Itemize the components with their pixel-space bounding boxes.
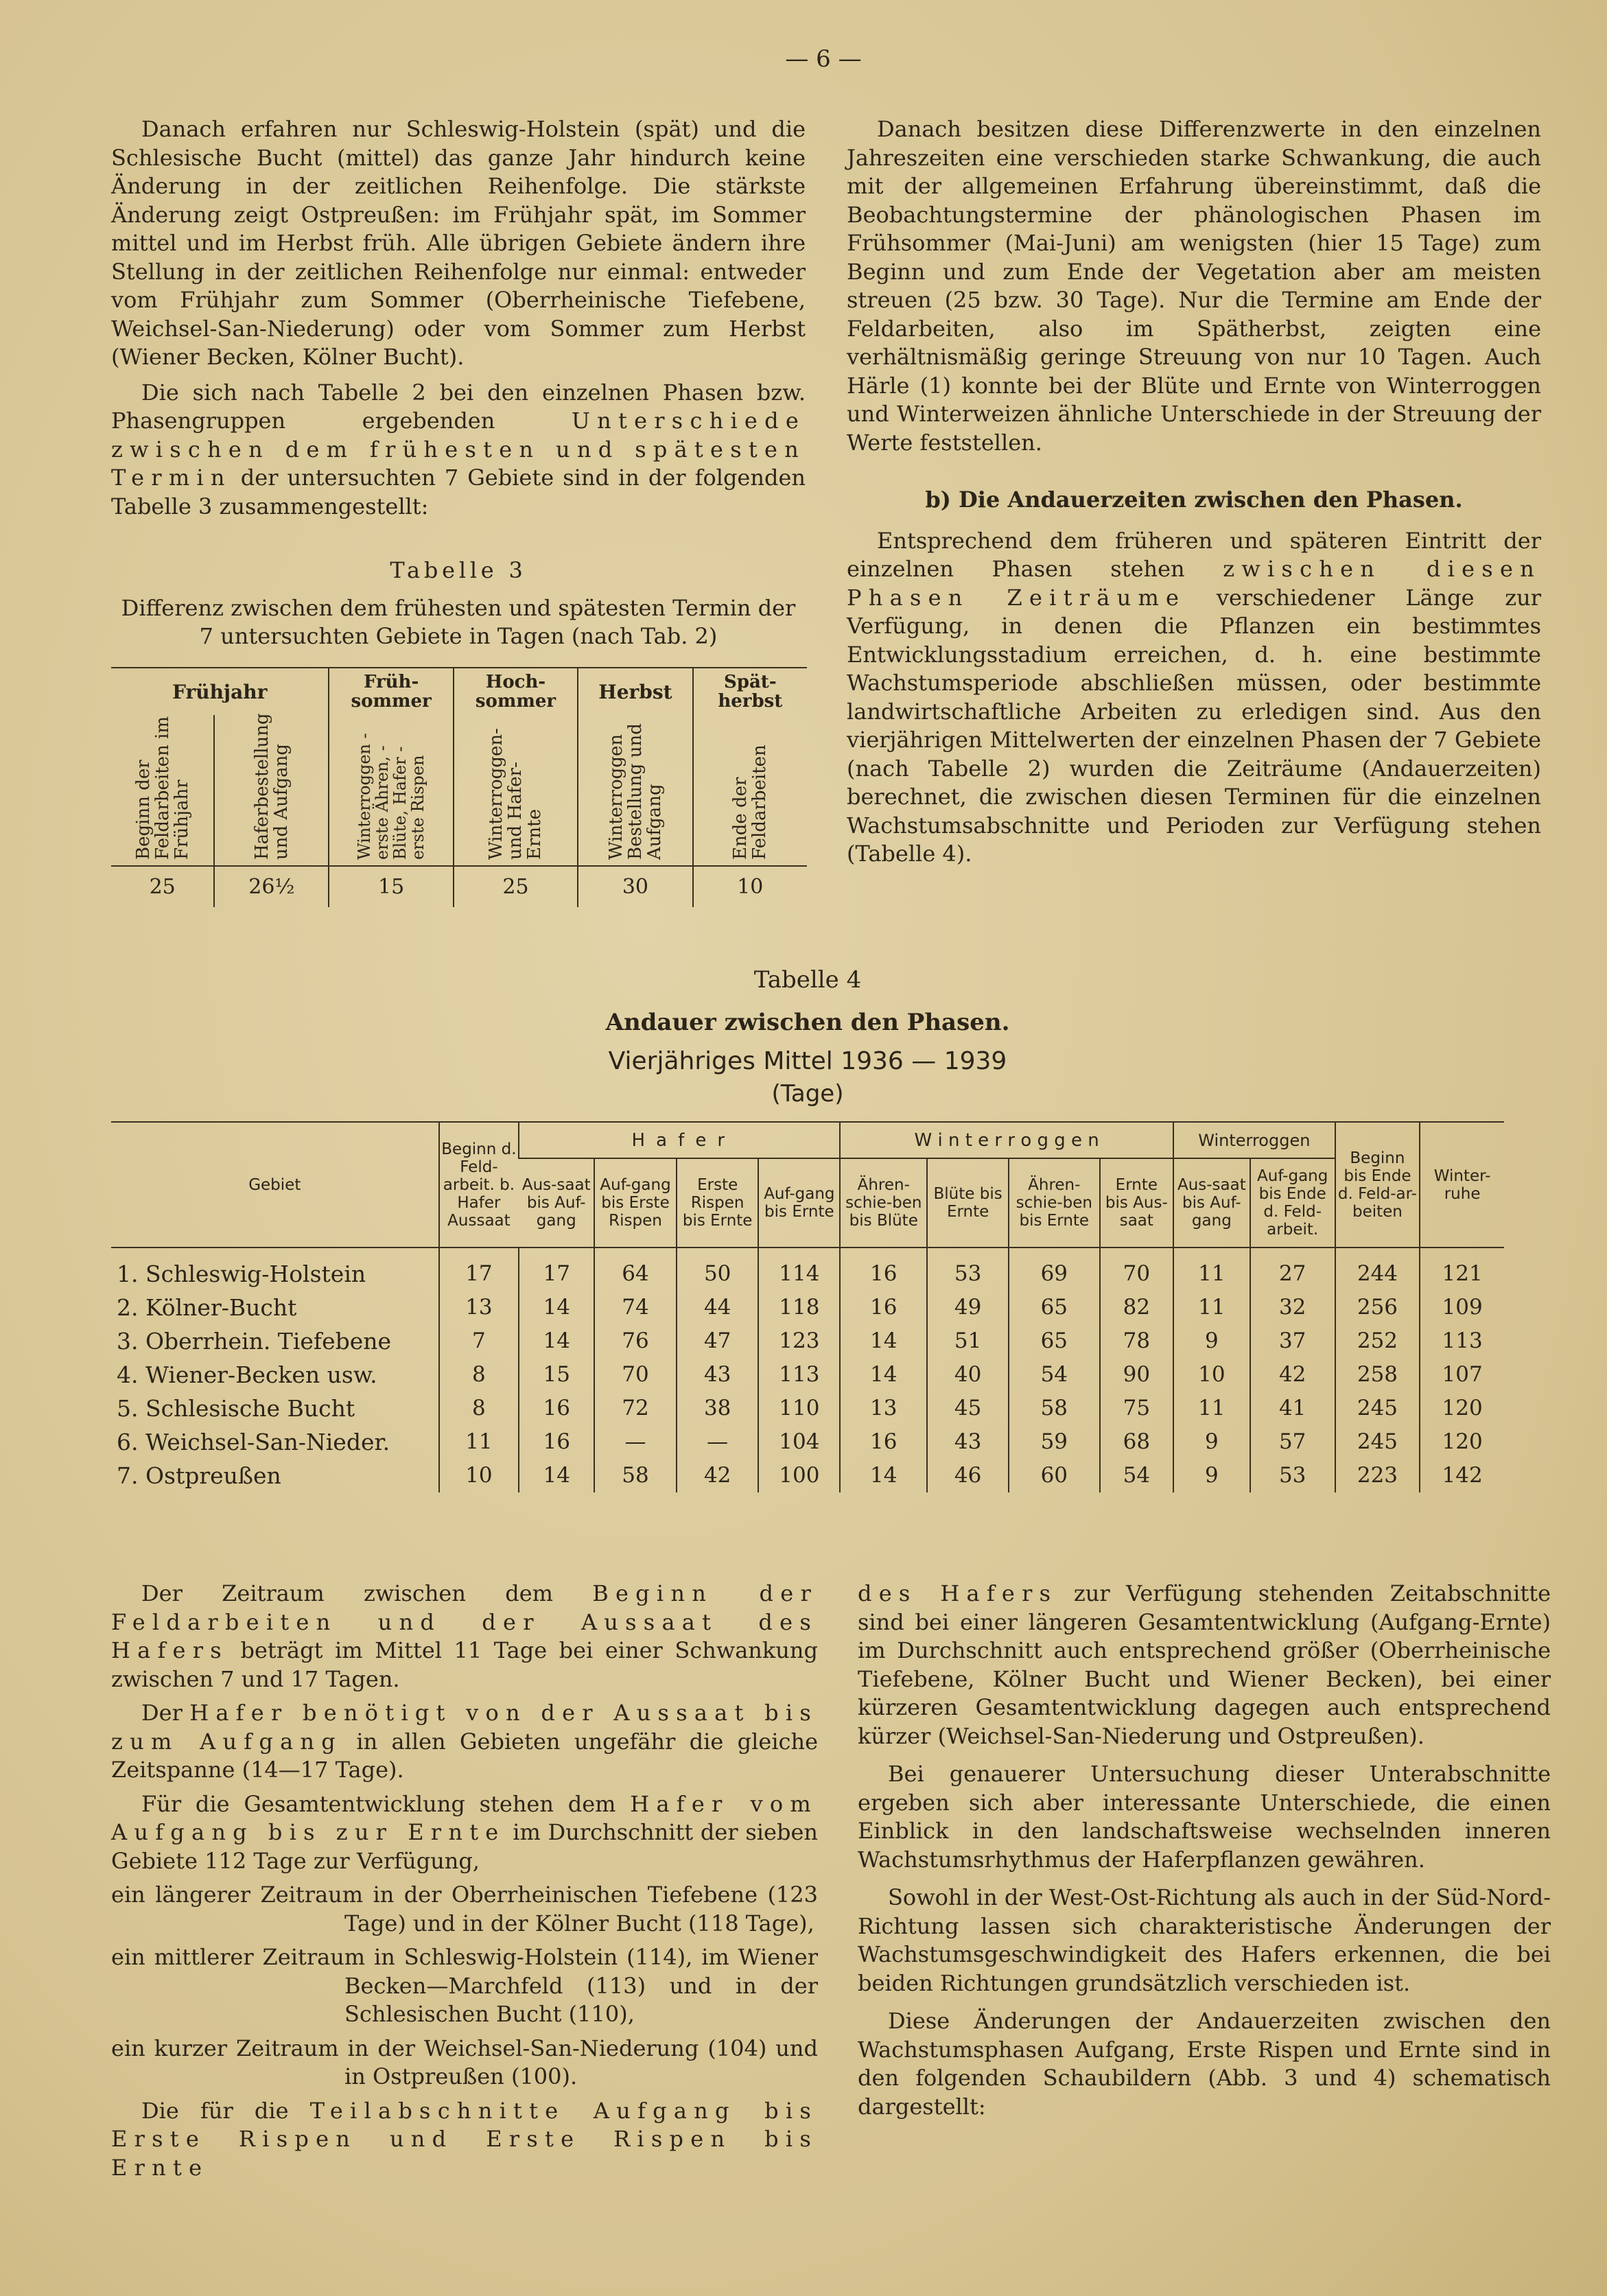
- table-cell: —: [677, 1425, 759, 1459]
- table-cell: 27: [1250, 1257, 1335, 1291]
- table-row: [111, 1291, 1504, 1324]
- spaced-text: des Hafers: [858, 1580, 1058, 1606]
- spacer-cell: [1420, 1247, 1504, 1257]
- text: Für die Gesamtentwicklung stehen dem: [141, 1790, 616, 1817]
- table-cell-gebiet: 3. Oberrhein. Tiefebene: [117, 1328, 392, 1355]
- table-cell: 38: [677, 1392, 759, 1425]
- table-cell: 54: [1100, 1459, 1173, 1492]
- table4-header-ende: Beginn bis Ende d. Feld-ar-beiten: [1335, 1123, 1420, 1247]
- table-cell: 75: [1100, 1392, 1173, 1425]
- table4-col-header: Aus-saat bis Auf-gang: [1173, 1158, 1250, 1247]
- table-cell: 14: [840, 1324, 927, 1358]
- table-cell: 65: [1009, 1291, 1100, 1324]
- table3-group: Früh-sommer: [329, 668, 453, 715]
- paragraph: Bei genauerer Untersuchung dieser Unterabschnitte ergeben sich aber interessante Unterschiede, die einen Einblick in den landschaftsweise wechselnden inneren Wachstumsrhythmus der Haferpflanzen gewähren.: [858, 1761, 1551, 1873]
- table-row: [111, 1392, 1504, 1425]
- table-cell: 113: [1420, 1324, 1504, 1358]
- table-cell: 9: [1173, 1425, 1250, 1459]
- table-cell: 245: [1335, 1392, 1420, 1425]
- spacer-cell: [758, 1247, 840, 1257]
- paragraph: [111, 2097, 818, 2183]
- table-cell: 142: [1420, 1459, 1504, 1492]
- table-cell: 82: [1100, 1291, 1173, 1324]
- table-cell: 258: [1335, 1358, 1420, 1392]
- table-cell: 120: [1420, 1425, 1504, 1459]
- table-cell: 46: [927, 1459, 1009, 1492]
- table-cell: 8: [439, 1358, 519, 1392]
- spacer-cell: [1250, 1247, 1335, 1257]
- table3-label: Tabelle 3: [390, 557, 527, 583]
- table4-subtitle: Vierjähriges Mittel 1936 — 1939: [608, 1047, 1007, 1075]
- table-cell: 37: [1250, 1324, 1335, 1358]
- table-cell: 70: [594, 1358, 677, 1392]
- spacer-cell: [1173, 1247, 1250, 1257]
- spaced-text: Hafer benötigt von der Aussaat bis zum Aufgang: [111, 1700, 818, 1755]
- table-cell: 8: [439, 1392, 519, 1425]
- table-cell: 11: [1173, 1392, 1250, 1425]
- table-cell: 50: [677, 1257, 759, 1291]
- table4-header-beginn: Beginn d. Feld-arbeit. b. Hafer Aussaat: [439, 1123, 519, 1247]
- table4-col-header: Blüte bis Ernte: [927, 1158, 1009, 1247]
- table-cell: 11: [439, 1425, 519, 1459]
- table-cell: 76: [594, 1324, 677, 1358]
- table3-value: 26½: [214, 866, 329, 907]
- table-cell: 123: [758, 1324, 840, 1358]
- table4-title: Andauer zwischen den Phasen.: [605, 1009, 1010, 1036]
- table-cell: 114: [758, 1257, 840, 1291]
- text: zur Verfügung stehenden Zeitabschnitte sind bei einer längeren Gesamtentwicklung (Aufgang-Ernte) im Durchschnitt auch entsprechend größer (Oberrheinische Tiefebene, Kölner Bucht und Wiener Becken), bei einer kürzeren Gesamtentwicklung dagegen auch entsprechend kürzer (Weichsel-San-Niederung und Ostpreußen).: [858, 1580, 1551, 1749]
- table-cell-gebiet: 5. Schlesische Bucht: [117, 1395, 355, 1422]
- list-item: ein mittlerer Zeitraum in Schleswig-Holstein (114), im Wiener Becken—Marchfeld (113) und in der Schlesischen Bucht (110),: [111, 1944, 818, 2027]
- table-cell: 16: [840, 1425, 927, 1459]
- table-cell: 223: [1335, 1459, 1420, 1492]
- table-cell: 60: [1009, 1459, 1100, 1492]
- table4-col-header: Erste Rispen bis Ernte: [677, 1158, 759, 1247]
- table-cell: 68: [1100, 1425, 1173, 1459]
- table-cell: 244: [1335, 1257, 1420, 1291]
- table-cell: 78: [1100, 1324, 1173, 1358]
- table-cell: 70: [1100, 1257, 1173, 1291]
- table4-unit: (Tage): [771, 1080, 844, 1108]
- table-cell: 49: [927, 1291, 1009, 1324]
- table-cell: 11: [1173, 1257, 1250, 1291]
- table4: [111, 1123, 1504, 1492]
- spacer-cell: [1335, 1247, 1420, 1257]
- table-cell: —: [594, 1425, 677, 1459]
- spacer-cell: [927, 1247, 1009, 1257]
- paragraph: [111, 1790, 818, 1876]
- table-cell-gebiet: 1. Schleswig-Holstein: [117, 1261, 366, 1287]
- table3-group: Frühjahr: [172, 680, 268, 703]
- table-cell: 58: [594, 1459, 677, 1492]
- table4-group-winterroggen2: Winterroggen: [1173, 1123, 1335, 1158]
- text: verschiedener Länge zur Verfügung, in denen die Pflanzen ein bestimmtes Entwicklungsstadium erreichen, d. h. eine bestimmte Wachstumsperiode abschließen müssen, oder bestimmte landwirtschaftliche Arbeiten zu erledigen sind. Aus den vierjährigen Mittelwerten der einzelnen Phasen der 7 Gebiete (nach Tabelle 2) wurden die Zeiträume (Andauerzeiten) berechnet, die zwischen diesen Terminen für die einzelnen Wachstumsabschnitte und Perioden zur Verfügung stehen (Tabelle 4).: [847, 584, 1542, 867]
- table-cell: 107: [1420, 1358, 1504, 1392]
- table-cell: 17: [439, 1257, 519, 1291]
- paragraph: Danach erfahren nur Schleswig-Holstein (spät) und die Schlesische Bucht (mittel) das ganze Jahr hindurch keine Änderung in der zeitlichen Reihenfolge. Die stärkste Änderung zeigt Ostpreußen: im Frühjahr spät, im Sommer mittel und im Herbst früh. Alle übrigen Gebiete ändern ihre Stellung in der zeitlichen Reihenfolge nur einmal: entweder vom Frühjahr zum Sommer (Oberrheinische Tiefebene, Weichsel-San-Niederung) oder vom Sommer zum Herbst (Wiener Becken, Kölner Bucht).: [111, 116, 806, 370]
- table-cell: 65: [1009, 1324, 1100, 1358]
- table-cell: 41: [1250, 1392, 1335, 1425]
- table-cell: 11: [1173, 1291, 1250, 1324]
- table4-col-header: Ernte bis Aus-saat: [1100, 1158, 1173, 1247]
- text: Die für die: [141, 2097, 289, 2124]
- table3-caption: Differenz zwischen dem frühesten und spätesten Termin der 7 untersuchten Gebiete in Tagen (nach Tab. 2): [121, 595, 796, 649]
- table-cell: 14: [519, 1459, 594, 1492]
- table-cell: 14: [519, 1324, 594, 1358]
- list-item: ein längerer Zeitraum in der Oberrheinischen Tiefebene (123 Tage) und in der Kölner Bucht (118 Tage),: [111, 1882, 818, 1936]
- table4-body: [111, 1257, 1504, 1492]
- table4-group-winterroggen: W i n t e r r o g g e n: [840, 1123, 1173, 1158]
- paragraph: [111, 1580, 818, 1694]
- table-cell: 10: [1173, 1358, 1250, 1392]
- table-cell-gebiet: 6. Weichsel-San-Nieder.: [117, 1429, 390, 1455]
- table-cell: 109: [1420, 1291, 1504, 1324]
- table-cell: 14: [840, 1459, 927, 1492]
- table-cell: 14: [840, 1358, 927, 1392]
- table-cell: 7: [439, 1324, 519, 1358]
- table-cell: 16: [519, 1392, 594, 1425]
- table-cell: 42: [1250, 1358, 1335, 1392]
- table3-group: Hoch-sommer: [454, 668, 578, 715]
- table-cell: 51: [927, 1324, 1009, 1358]
- table-cell: 42: [677, 1459, 759, 1492]
- spaced-text: Teilabschnitte Aufgang bis Erste Rispen und Erste Rispen bis Ernte: [111, 2097, 819, 2181]
- table3-value: 25: [454, 866, 578, 907]
- table-cell: 104: [758, 1425, 840, 1459]
- table3-value: 25: [149, 875, 176, 899]
- paragraph: [847, 527, 1541, 869]
- spacer-cell: [439, 1247, 519, 1257]
- spacer-cell: [1100, 1247, 1173, 1257]
- page-number: — 6 —: [785, 45, 862, 73]
- table-cell: 74: [594, 1291, 677, 1324]
- table4-col-header: Auf-gang bis Erste Rispen: [594, 1158, 677, 1247]
- table4-col-header: Auf-gang bis Ernte: [758, 1158, 840, 1247]
- table4-header-gebiet: Gebiet: [248, 1175, 301, 1194]
- table-cell: 57: [1250, 1425, 1335, 1459]
- table-cell: 64: [594, 1257, 677, 1291]
- table-cell: 43: [927, 1425, 1009, 1459]
- spacer-cell: [519, 1247, 594, 1257]
- table3: [111, 668, 807, 907]
- table-cell: 9: [1173, 1324, 1250, 1358]
- table-cell: 32: [1250, 1291, 1335, 1324]
- table3-group: Spät-herbst: [693, 668, 807, 715]
- spaced-text: Beginn der Feldarbeiten und der Aussaat des Hafers: [111, 1580, 818, 1663]
- table-cell: 90: [1100, 1358, 1173, 1392]
- right-column-top: [847, 115, 1541, 869]
- table-cell: 59: [1009, 1425, 1100, 1459]
- left-column-bottom: [111, 1580, 818, 2182]
- text: in allen Gebieten ungefähr die gleiche Zeitspanne (14—17 Tage).: [111, 1728, 819, 1783]
- spacer-cell: [594, 1247, 677, 1257]
- paragraph: Sowohl in der West-Ost-Richtung als auch in der Süd-Nord-Richtung lassen sich charakteristische Änderungen der Wachstumsgeschwindigkeit des Hafers erkennen, die bei beiden Richtungen grundsätzlich verschieden ist.: [858, 1884, 1551, 1996]
- table-cell: 72: [594, 1392, 677, 1425]
- paragraph: [111, 1699, 818, 1785]
- table-cell-gebiet: 7. Ostpreußen: [117, 1462, 281, 1489]
- table-cell: 10: [439, 1459, 519, 1492]
- table-cell: 53: [927, 1257, 1009, 1291]
- table3-col-header: Beginn der Feldarbeiten im Frühjahr: [132, 716, 192, 860]
- table3-value: 15: [329, 866, 453, 907]
- table-cell: 16: [840, 1257, 927, 1291]
- table-cell: 69: [1009, 1257, 1100, 1291]
- table-cell: 53: [1250, 1459, 1335, 1492]
- paragraph: Diese Änderungen der Andauerzeiten zwischen den Wachstumsphasen Aufgang, Erste Rispen und Ernte sind in den folgenden Schaubildern (Abb. 3 und 4) schematisch dargestellt:: [858, 2008, 1551, 2120]
- spacer-cell: [1009, 1247, 1100, 1257]
- table-cell: 121: [1420, 1257, 1504, 1291]
- table4-col-header: Ähren-schie-ben bis Blüte: [840, 1158, 927, 1247]
- table-cell: 245: [1335, 1425, 1420, 1459]
- table-row: [111, 1459, 1504, 1492]
- text: Der: [141, 1700, 183, 1726]
- table-cell-gebiet: 2. Kölner-Bucht: [117, 1294, 297, 1321]
- table4-group-hafer: H a f e r: [519, 1123, 840, 1158]
- text: der untersuchten 7 Gebiete sind in der folgenden Tabelle 3 zusammengestellt:: [111, 465, 806, 519]
- left-column-top: [111, 115, 806, 521]
- table3-value: 10: [693, 866, 807, 907]
- table-cell: 118: [758, 1291, 840, 1324]
- table4-col-header: Ähren-schie-ben bis Ernte: [1009, 1158, 1100, 1247]
- table3-group: Herbst: [578, 668, 692, 715]
- table3-value: 30: [578, 866, 692, 907]
- table3-col-header: Ende der Feldarbeiten: [693, 715, 807, 866]
- spaced-text: Hafer vom Aufgang bis zur Ernte: [111, 1790, 818, 1845]
- table-row: [111, 1425, 1504, 1459]
- table-cell: 58: [1009, 1392, 1100, 1425]
- right-column-bottom: [858, 1580, 1551, 2121]
- table-row: [111, 1324, 1504, 1358]
- list-item: ein kurzer Zeitraum in der Weichsel-San-Niederung (104) und in Ostpreußen (100).: [111, 2035, 818, 2089]
- table-cell: 16: [519, 1425, 594, 1459]
- table3-col-header: Haferbestellung und Aufgang: [214, 715, 329, 866]
- paragraph: [111, 379, 806, 522]
- table-cell: 9: [1173, 1459, 1250, 1492]
- spacer-cell: [677, 1247, 759, 1257]
- table3-col-header: Winterroggen- und Hafer-Ernte: [454, 715, 578, 866]
- table-cell: 44: [677, 1291, 759, 1324]
- table-row: [111, 1257, 1504, 1291]
- table-cell: 17: [519, 1257, 594, 1291]
- spaced-text: zwischen diesen Phasen Zeiträume: [847, 556, 1541, 611]
- table4-col-header: Auf-gang bis Ende d. Feld-arbeit.: [1250, 1158, 1335, 1247]
- text: beträgt im Mittel 11 Tage bei einer Schwankung zwischen 7 und 17 Tagen.: [111, 1637, 819, 1692]
- paragraph: [858, 1580, 1551, 1750]
- text: im Durchschnitt der sieben Gebiete 112 Tage zur Verfügung,: [111, 1819, 819, 1874]
- text: Entsprechend dem früheren und späteren Eintritt der einzelnen Phasen stehen: [847, 527, 1541, 582]
- table-cell: 252: [1335, 1324, 1420, 1358]
- table4-label: Tabelle 4: [753, 966, 862, 994]
- spacer-cell: [840, 1247, 927, 1257]
- table-cell: 40: [927, 1358, 1009, 1392]
- table-cell: 15: [519, 1358, 594, 1392]
- paragraph: Danach besitzen diese Differenzwerte in den einzelnen Jahreszeiten eine verschieden starke Schwankung, die auch mit der allgemeinen Erfahrung übereinstimmt, daß die Beobachtungstermine der phänologischen Phasen im Frühsommer (Mai-Juni) am wenigsten (hier 15 Tage) zum Beginn und zum Ende der Vegetation aber am meisten streuen (25 bzw. 30 Tage). Nur die Termine am Ende der Feldarbeiten, also im Spätherbst, zeigten eine verhältnismäßig geringe Streuung von nur 10 Tagen. Auch Härle (1) konnte bei der Blüte und Ernte von Winterroggen und Winterweizen ähnliche Unterschiede in der Streuung der Werte feststellen.: [847, 116, 1541, 456]
- text: Der Zeitraum zwischen dem: [141, 1580, 553, 1606]
- table3-col-header: Winterroggen Bestellung und Aufgang: [578, 715, 692, 866]
- table-cell: 43: [677, 1358, 759, 1392]
- table-cell: 45: [927, 1392, 1009, 1425]
- table-cell: 256: [1335, 1291, 1420, 1324]
- table-cell: 110: [758, 1392, 840, 1425]
- table-cell: 100: [758, 1459, 840, 1492]
- spacer-cell: [111, 1247, 439, 1257]
- table-cell: 13: [840, 1392, 927, 1425]
- table3-col-header: Winterroggen - erste Ähren, - Blüte, Hafer - erste Rispen: [329, 715, 453, 866]
- text: Die sich nach Tabelle 2 bei den einzelnen Phasen bzw. Phasengruppen ergebenden: [111, 379, 806, 434]
- section-heading: b) Die Andauerzeiten zwischen den Phasen.: [925, 487, 1463, 513]
- table-cell: 13: [439, 1291, 519, 1324]
- table-cell: 47: [677, 1324, 759, 1358]
- table-cell: 120: [1420, 1392, 1504, 1425]
- table-row: [111, 1358, 1504, 1392]
- table-cell: 54: [1009, 1358, 1100, 1392]
- table-cell: 16: [840, 1291, 927, 1324]
- table4-col-header: Aus-saat bis Auf-gang: [521, 1176, 591, 1230]
- spaced-text: Unterschiede zwischen dem frühesten und spätesten Termin: [111, 408, 806, 491]
- table-cell: 14: [519, 1291, 594, 1324]
- table-cell-gebiet: 4. Wiener-Becken usw.: [117, 1361, 377, 1388]
- table-cell: 113: [758, 1358, 840, 1392]
- table4-header-winterruhe: Winter-ruhe: [1420, 1123, 1504, 1247]
